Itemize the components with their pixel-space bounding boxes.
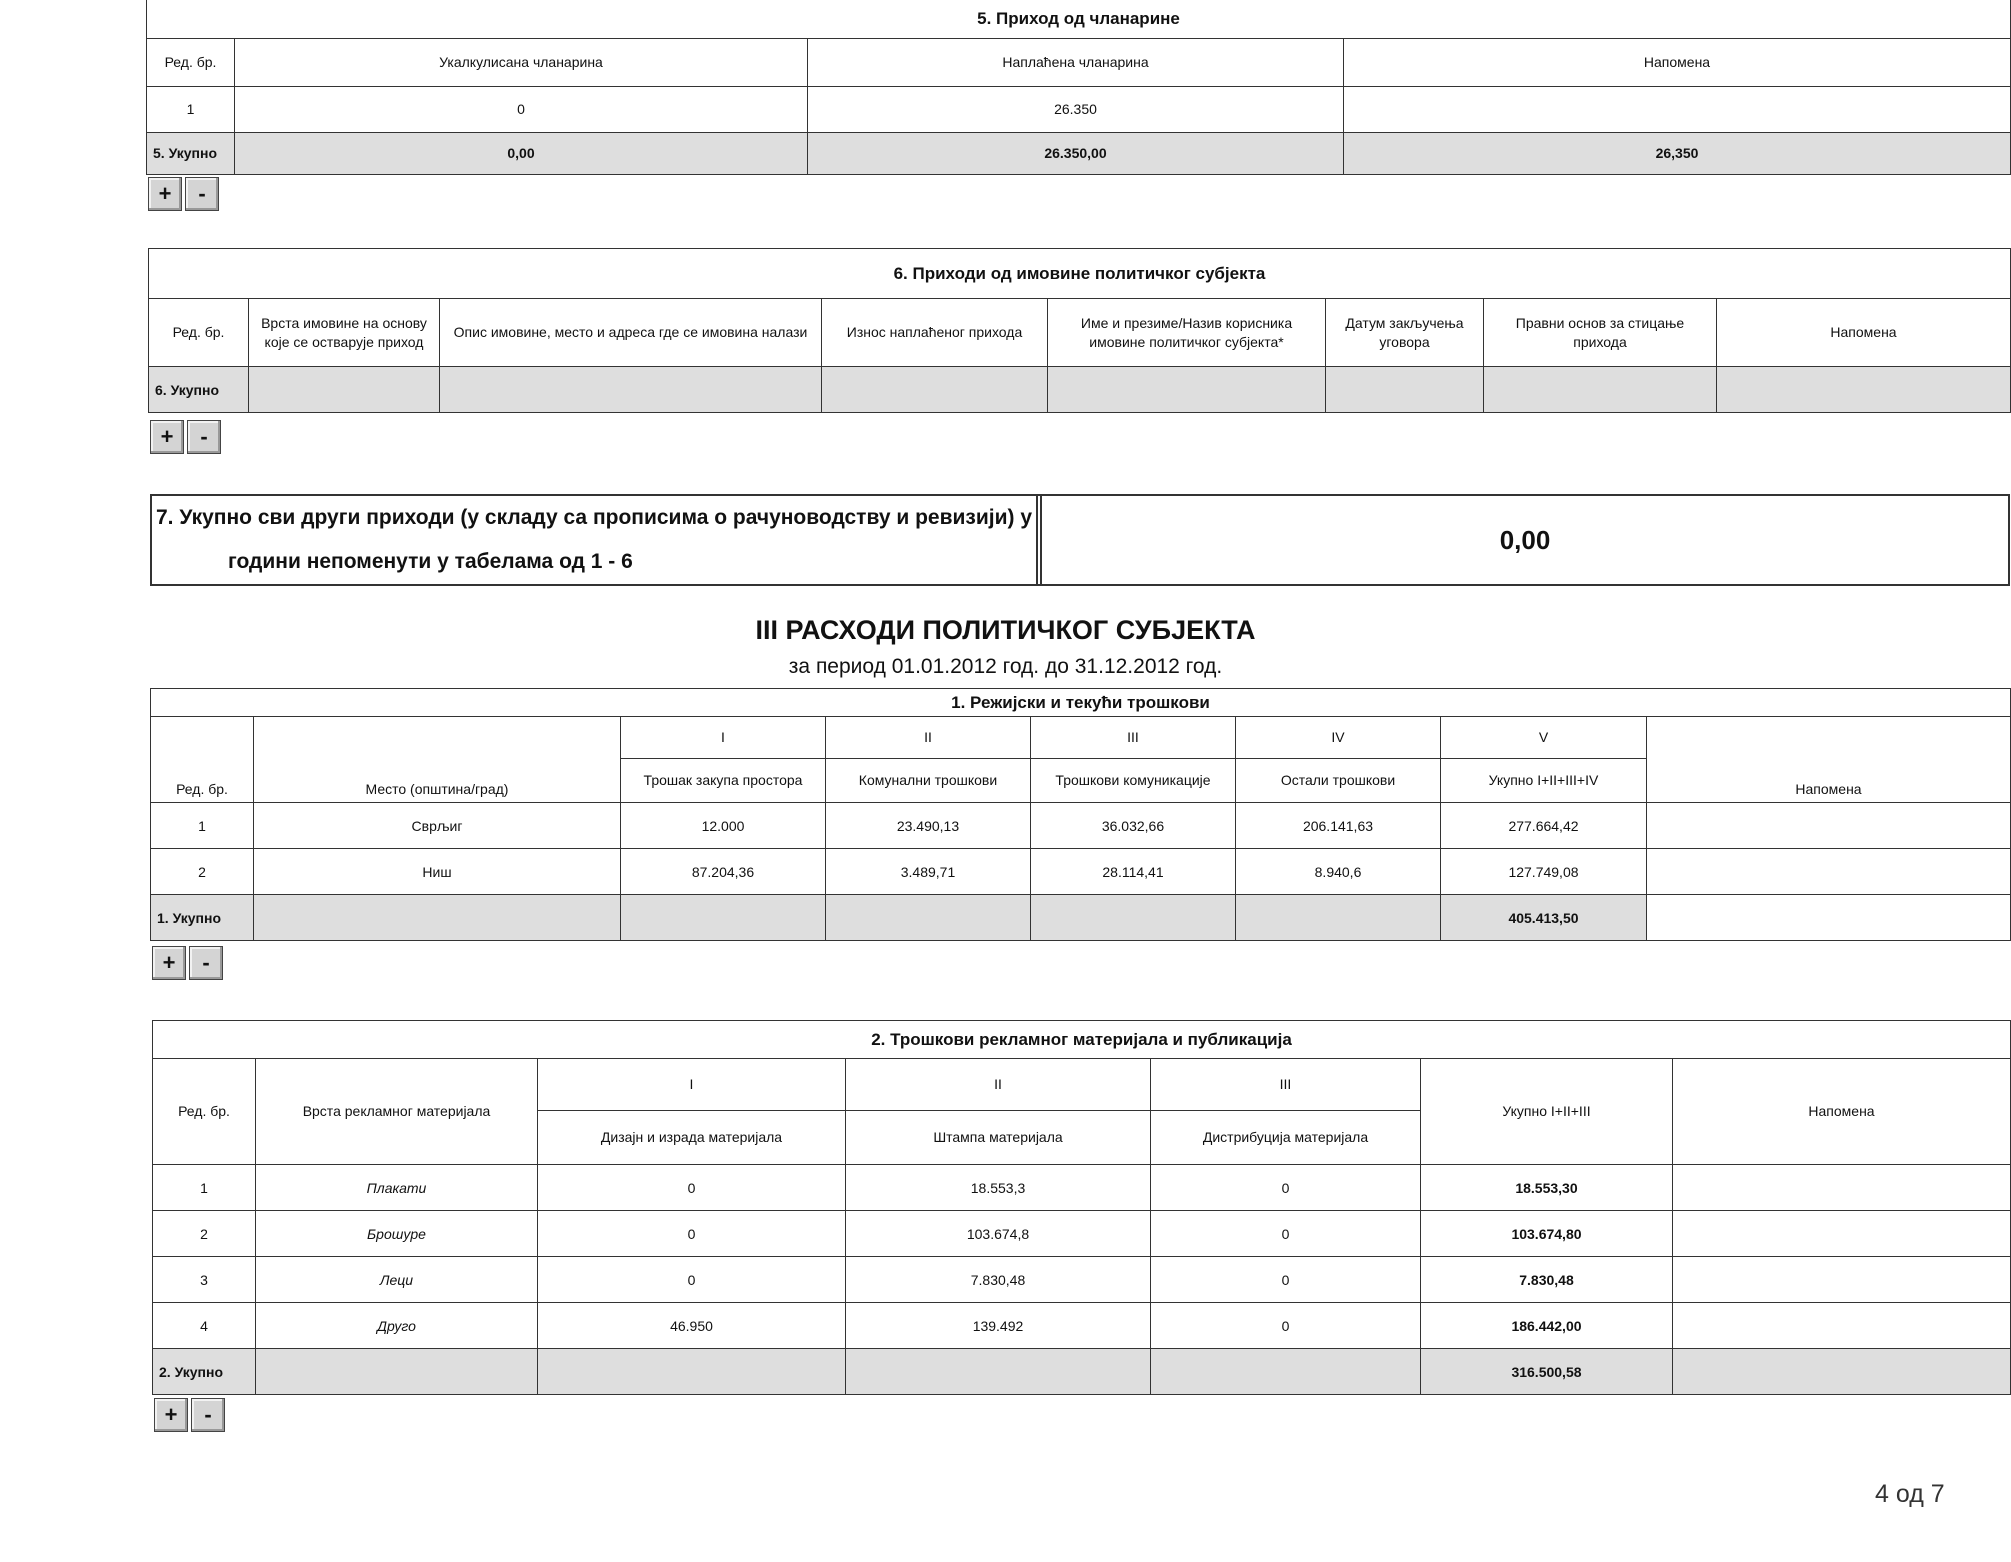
col-header: Ред. бр.: [147, 38, 235, 86]
roman-header: II: [826, 717, 1031, 759]
cell: 1: [151, 803, 254, 849]
cell: 36.032,66: [1031, 803, 1236, 849]
remove-row-button[interactable]: -: [185, 177, 219, 211]
col-header: Укупно I+II+III+IV: [1441, 759, 1647, 803]
roman-header: III: [1151, 1059, 1421, 1111]
total-cell: [1484, 367, 1717, 413]
table-5-membership: [146, 0, 2011, 175]
total-cell: [1151, 1349, 1421, 1395]
cell: [1673, 1257, 2011, 1303]
roman-header: IV: [1236, 717, 1441, 759]
cell: 127.749,08: [1441, 849, 1647, 895]
cell: 8.940,6: [1236, 849, 1441, 895]
cell: 0: [235, 86, 808, 132]
other-income-line2: години непоменути у табелама од 1 - 6: [228, 550, 633, 573]
roman-header: V: [1441, 717, 1647, 759]
table-row: [151, 803, 2011, 849]
cell: Плакати: [256, 1165, 538, 1211]
col-header: Трошак закупа простора: [621, 759, 826, 803]
cell: 7.830,48: [1421, 1257, 1673, 1303]
table-title: 2. Трошкови рекламног материјала и публикација: [153, 1021, 2011, 1059]
cell: Друго: [256, 1303, 538, 1349]
total-cell: [621, 895, 826, 941]
col-header: Остали трошкови: [1236, 759, 1441, 803]
col-header: Врста имовине на основу које се остварује приход: [249, 299, 440, 367]
total-cell: [538, 1349, 846, 1395]
col-header: Датум закључења уговора: [1326, 299, 1484, 367]
total-label: 2. Укупно: [153, 1349, 256, 1395]
total-cell: [1647, 895, 2011, 941]
cell: Брошуре: [256, 1211, 538, 1257]
total-cell: 0,00: [235, 132, 808, 174]
cell: 2: [151, 849, 254, 895]
row-controls-5: [148, 177, 222, 211]
col-header: Наплаћена чланарина: [808, 38, 1344, 86]
cell: 277.664,42: [1441, 803, 1647, 849]
other-income-label: [152, 496, 1038, 584]
col-header: Укалкулисана чланарина: [235, 38, 808, 86]
cell: [1673, 1303, 2011, 1349]
table-row: [153, 1257, 2011, 1303]
col-header: Напомена: [1717, 299, 2011, 367]
col-header: Ред. бр.: [151, 717, 254, 803]
total-cell: [440, 367, 822, 413]
cell: 3.489,71: [826, 849, 1031, 895]
total-cell: 26,350: [1344, 132, 2011, 174]
cell: Сврљиг: [254, 803, 621, 849]
cell: 46.950: [538, 1303, 846, 1349]
page-number: 4 од 7: [1875, 1480, 1945, 1508]
total-label: 5. Укупно: [147, 132, 235, 174]
cell: 139.492: [846, 1303, 1151, 1349]
table-title: 1. Режијски и текући трошкови: [151, 689, 2011, 717]
col-header: Ред. бр.: [153, 1059, 256, 1165]
add-row-button[interactable]: +: [154, 1398, 188, 1432]
col-header: Дизајн и израда материјала: [538, 1111, 846, 1165]
col-header: Напомена: [1673, 1059, 2011, 1165]
total-cell: [256, 1349, 538, 1395]
cell: 1: [153, 1165, 256, 1211]
col-header: Укупно I+II+III: [1421, 1059, 1673, 1165]
col-header: Напомена: [1344, 38, 2011, 86]
other-income-box: [150, 494, 2010, 586]
col-header: Дистрибуција материјала: [1151, 1111, 1421, 1165]
total-cell: 405.413,50: [1441, 895, 1647, 941]
total-cell: 316.500,58: [1421, 1349, 1673, 1395]
table-row: [153, 1211, 2011, 1257]
cell: [1647, 849, 2011, 895]
col-header: Правни основ за стицање прихода: [1484, 299, 1717, 367]
table-title: 6. Приходи од имовине политичког субјекта: [149, 249, 2011, 299]
col-header: Штампа материјала: [846, 1111, 1151, 1165]
row-controls-1: [152, 946, 226, 980]
table-6-property-income: [148, 248, 2011, 413]
total-cell: [1031, 895, 1236, 941]
col-header: Трошкови комуникације: [1031, 759, 1236, 803]
cell: 0: [1151, 1257, 1421, 1303]
row-controls-6: [150, 420, 224, 454]
section-title: III РАСХОДИ ПОЛИТИЧКОГ СУБЈЕКТА: [755, 615, 1256, 645]
total-cell: [1673, 1349, 2011, 1395]
cell: 206.141,63: [1236, 803, 1441, 849]
total-label: 1. Укупно: [151, 895, 254, 941]
cell: 0: [538, 1257, 846, 1303]
col-header: Место (општина/град): [254, 717, 621, 803]
cell: 0: [538, 1211, 846, 1257]
total-cell: [822, 367, 1048, 413]
cell: 26.350: [808, 86, 1344, 132]
total-cell: 26.350,00: [808, 132, 1344, 174]
total-cell: [1236, 895, 1441, 941]
cell: 103.674,8: [846, 1211, 1151, 1257]
roman-header: II: [846, 1059, 1151, 1111]
table-row: [153, 1165, 2011, 1211]
col-header: Ред. бр.: [149, 299, 249, 367]
remove-row-button[interactable]: -: [189, 946, 223, 980]
col-header: Име и презиме/Назив корисника имовине политичког субјекта*: [1048, 299, 1326, 367]
table-1-operating-costs: [150, 688, 2011, 941]
col-header: Напомена: [1647, 717, 2011, 803]
col-header: Опис имовине, место и адреса где се имовина налази: [440, 299, 822, 367]
table-2-advertising: [152, 1020, 2011, 1395]
cell: Леци: [256, 1257, 538, 1303]
cell: 1: [147, 86, 235, 132]
add-row-button[interactable]: +: [152, 946, 186, 980]
cell: [1344, 86, 2011, 132]
total-cell: [826, 895, 1031, 941]
cell: [1673, 1165, 2011, 1211]
table-row: [153, 1303, 2011, 1349]
cell: 7.830,48: [846, 1257, 1151, 1303]
cell: Ниш: [254, 849, 621, 895]
col-header: Комунални трошкови: [826, 759, 1031, 803]
total-label: 6. Укупно: [149, 367, 249, 413]
cell: 18.553,30: [1421, 1165, 1673, 1211]
cell: 0: [1151, 1165, 1421, 1211]
cell: 103.674,80: [1421, 1211, 1673, 1257]
cell: [1647, 803, 2011, 849]
other-income-line1: 7. Укупно сви други приходи (у складу са прописима о рачуноводству и ревизији) у: [156, 506, 1033, 529]
cell: [1673, 1211, 2011, 1257]
cell: 12.000: [621, 803, 826, 849]
add-row-button[interactable]: +: [150, 420, 184, 454]
cell: 18.553,3: [846, 1165, 1151, 1211]
remove-row-button[interactable]: -: [187, 420, 221, 454]
total-cell: [1717, 367, 2011, 413]
total-cell: [1326, 367, 1484, 413]
table-title: 5. Приход од чланарине: [147, 0, 2011, 38]
roman-header: I: [621, 717, 826, 759]
total-cell: [846, 1349, 1151, 1395]
cell: 87.204,36: [621, 849, 826, 895]
add-row-button[interactable]: +: [148, 177, 182, 211]
total-cell: [249, 367, 440, 413]
other-income-value: 0,00: [1040, 496, 2008, 584]
cell: 23.490,13: [826, 803, 1031, 849]
table-row: [151, 849, 2011, 895]
row-controls-2: [154, 1398, 228, 1432]
cell: 28.114,41: [1031, 849, 1236, 895]
section-period: за период 01.01.2012 год. до 31.12.2012 год.: [788, 655, 1223, 678]
cell: 186.442,00: [1421, 1303, 1673, 1349]
roman-header: III: [1031, 717, 1236, 759]
total-cell: [1048, 367, 1326, 413]
col-header: Износ наплаћеног прихода: [822, 299, 1048, 367]
cell: 0: [538, 1165, 846, 1211]
cell: 0: [1151, 1303, 1421, 1349]
remove-row-button[interactable]: -: [191, 1398, 225, 1432]
roman-header: I: [538, 1059, 846, 1111]
col-header: Врста рекламног материјала: [256, 1059, 538, 1165]
total-cell: [254, 895, 621, 941]
cell: 2: [153, 1211, 256, 1257]
cell: 0: [1151, 1211, 1421, 1257]
cell: 3: [153, 1257, 256, 1303]
cell: 4: [153, 1303, 256, 1349]
